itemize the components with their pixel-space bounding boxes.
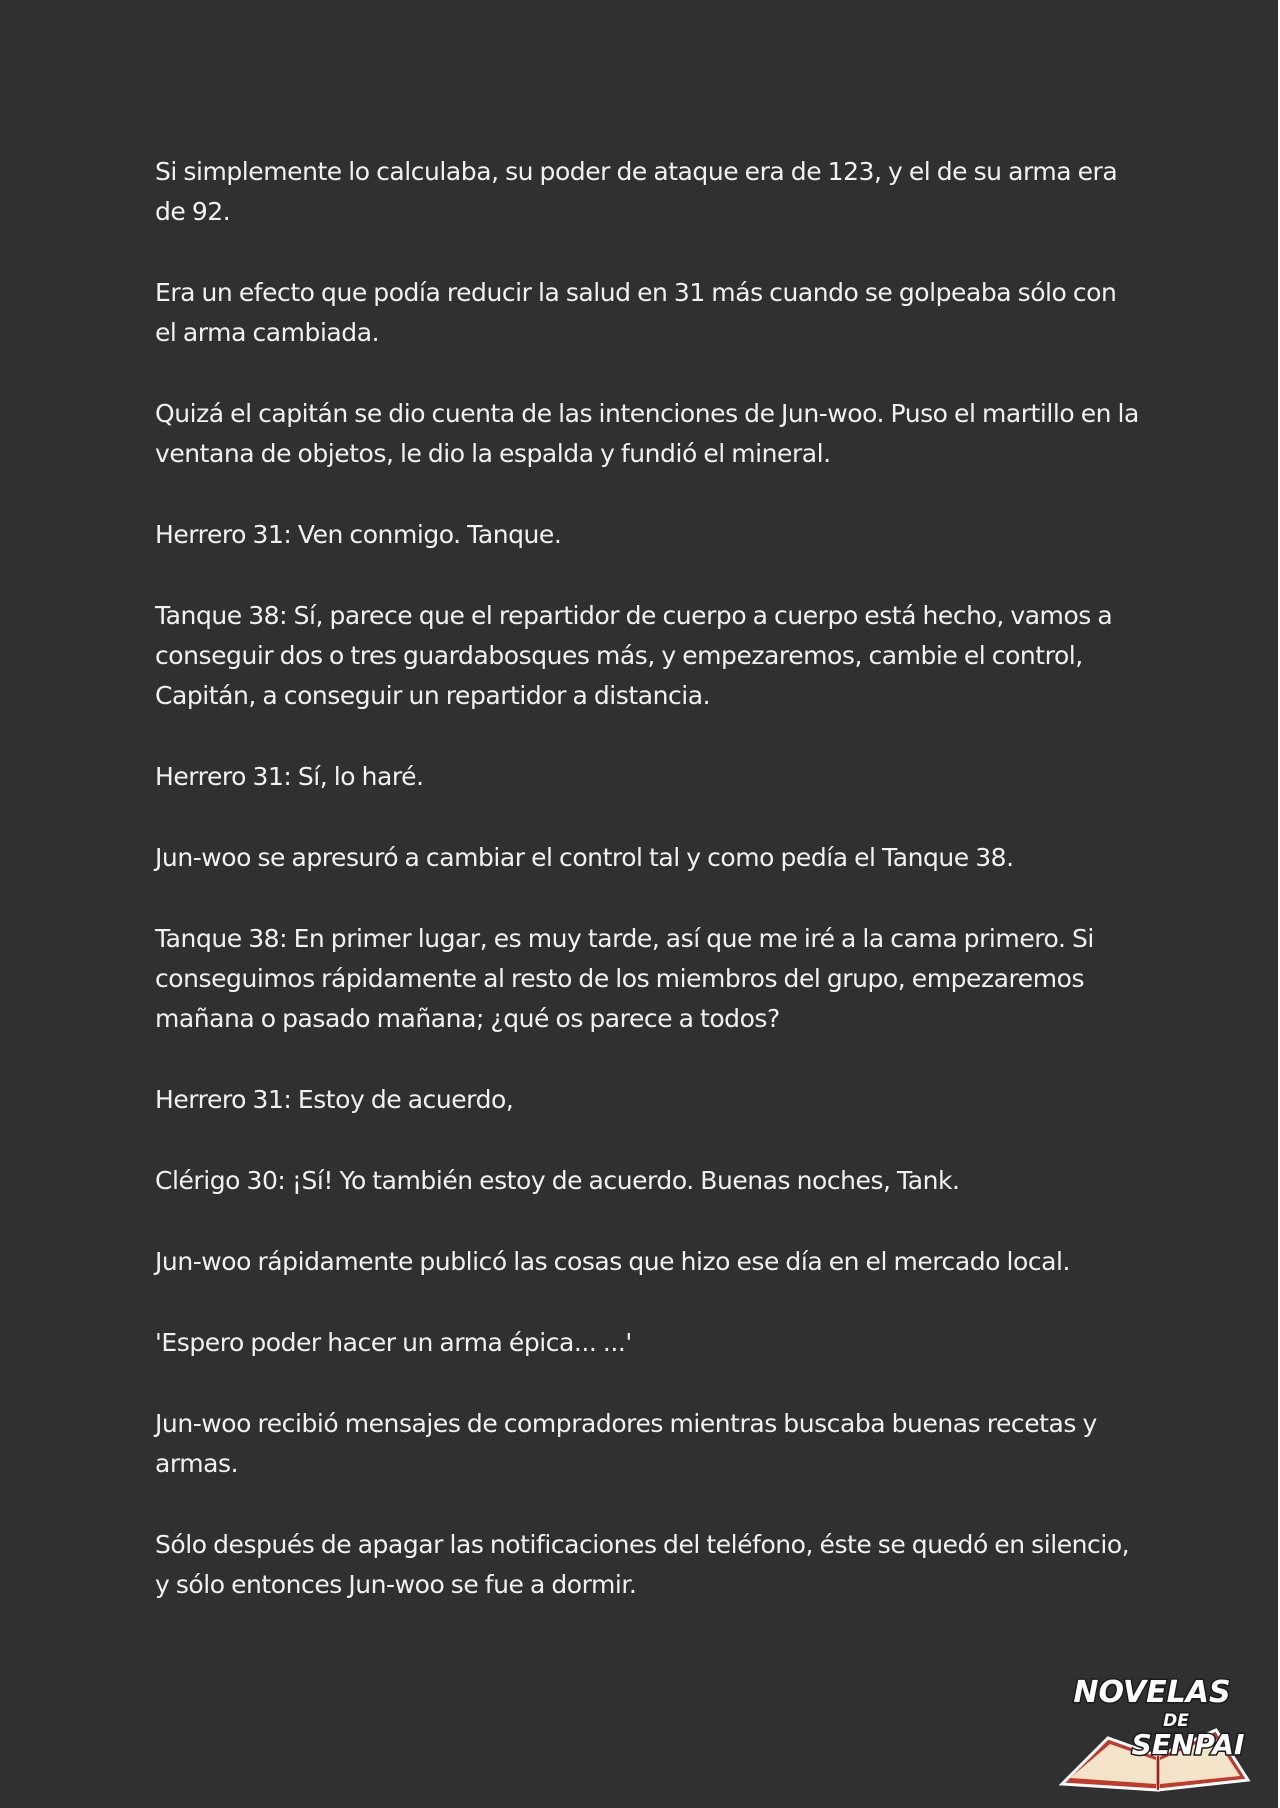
paragraph: Herrero 31: Estoy de acuerdo, [155,1085,514,1114]
paragraph: Sólo después de apagar las notificaciones del teléfono, éste se quedó en silencio, y sólo entonces Jun-woo se fue a dormir. [155,1530,1130,1599]
paragraph: Si simplemente lo calculaba, su poder de ataque era de 123, y el de su arma era de 92. [155,157,1118,226]
logo-line-1: NOVELAS [1073,1675,1231,1710]
paragraph: Herrero 31: Sí, lo haré. [155,762,424,791]
paragraph: Herrero 31: Ven conmigo. Tanque. [155,520,562,549]
paragraph: Tanque 38: Sí, parece que el repartidor de cuerpo a cuerpo está hecho, vamos a conseguir dos o tres guardabosques más, y empezaremos, cambie el control, Capitán, a conseguir un repartidor a distancia. [155,601,1113,710]
paragraph: Jun-woo rápidamente publicó las cosas que hizo ese día en el mercado local. [155,1247,1070,1276]
paragraph: Era un efecto que podía reducir la salud en 31 más cuando se golpeaba sólo con el arma cambiada. [155,278,1117,347]
logo-line-2: DE [1163,1711,1189,1731]
chapter-text [155,152,1140,1646]
paragraph: Tanque 38: En primer lugar, es muy tarde, así que me iré a la cama primero. Si conseguimos rápidamente al resto de los miembros del grupo, empezaremos mañana o pasado mañana; ¿qué os parece a todos? [155,924,1094,1033]
novelas-de-senpai-logo [1048,1668,1258,1792]
paragraph: Quizá el capitán se dio cuenta de las intenciones de Jun-woo. Puso el martillo en la ventana de objetos, le dio la espalda y fundió el mineral. [155,399,1139,468]
logo-line-3: SENPAI [1131,1728,1245,1761]
paragraph: Clérigo 30: ¡Sí! Yo también estoy de acuerdo. Buenas noches, Tank. [155,1166,960,1195]
paragraph: Jun-woo recibió mensajes de compradores mientras buscaba buenas recetas y armas. [155,1409,1097,1478]
paragraph: Jun-woo se apresuró a cambiar el control tal y como pedía el Tanque 38. [155,843,1014,872]
paragraph: 'Espero poder hacer un arma épica... ...' [155,1328,632,1357]
